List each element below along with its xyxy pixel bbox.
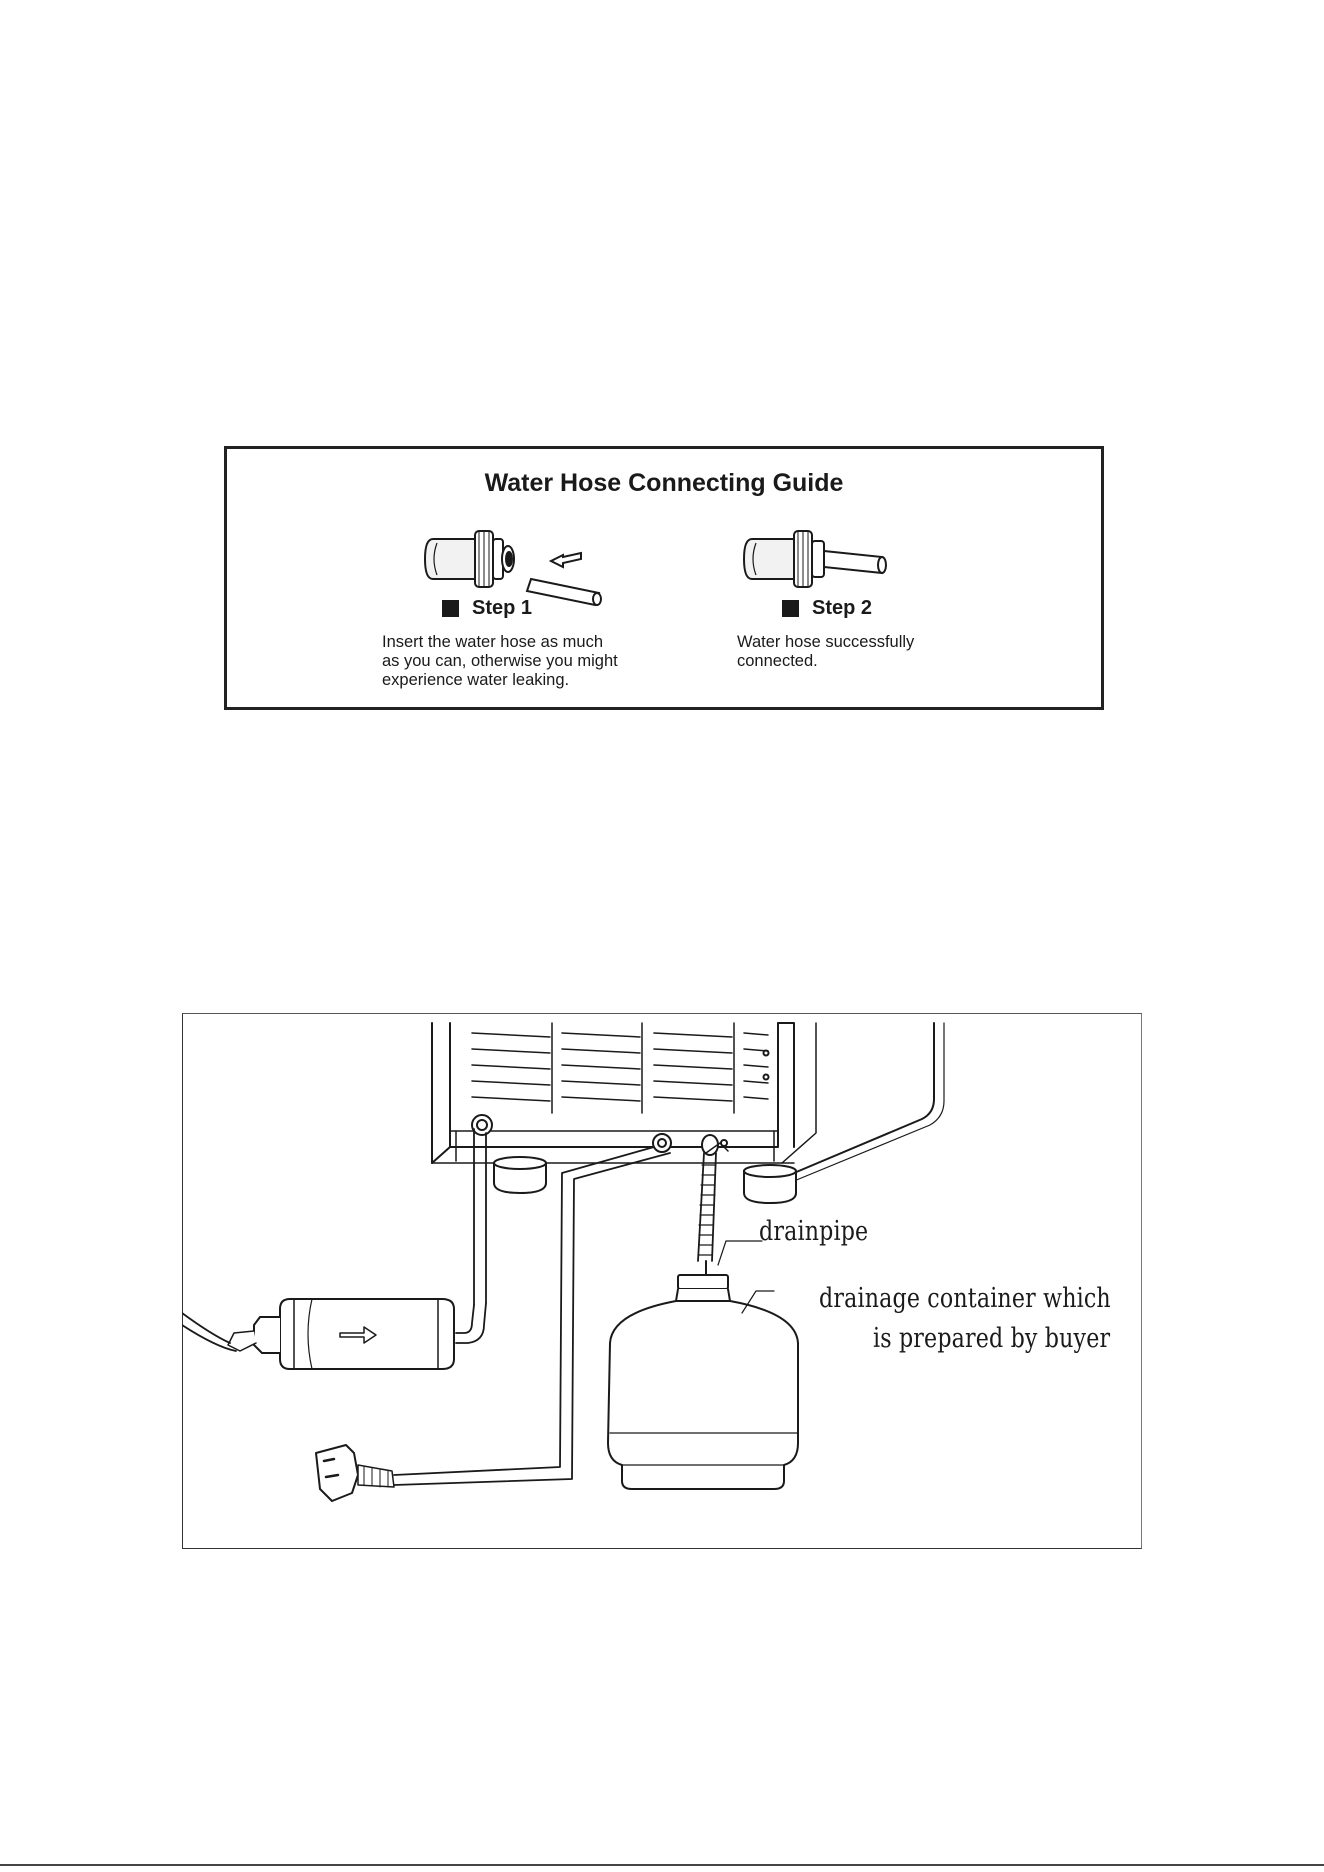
- step2-illustration: [742, 517, 902, 607]
- installation-diagram: [182, 1013, 1142, 1549]
- step2-column: [737, 595, 1037, 671]
- rear-ports: [472, 1115, 727, 1155]
- step1-illustration: [423, 517, 653, 607]
- step1-heading: [442, 595, 712, 621]
- step1-description: Insert the water hose as much as you can, otherwise you might experience water leaking.: [382, 633, 618, 689]
- container-label-line1: drainage container which: [819, 1283, 1111, 1314]
- water-hose-guide-box: [224, 446, 1104, 710]
- step2-label: Step 2: [812, 596, 873, 619]
- appliance-feet: [494, 1157, 796, 1203]
- step2-bullet-square: [782, 600, 799, 617]
- page-bottom-rule: [0, 1864, 1324, 1866]
- water-filter: [228, 1299, 454, 1369]
- drainage-container: [608, 1261, 798, 1489]
- guide-title: Water Hose Connecting Guide: [484, 469, 844, 497]
- container-label-line2: is prepared by buyer: [873, 1323, 1111, 1354]
- step1-bullet-square: [442, 600, 459, 617]
- step2-heading: [782, 595, 1037, 621]
- step1-column: [382, 595, 712, 690]
- step2-description: Water hose successfully connected.: [737, 633, 915, 670]
- drainpipe-label: drainpipe: [759, 1216, 869, 1247]
- power-plug: [316, 1445, 394, 1501]
- step1-label: Step 1: [472, 596, 533, 619]
- drainpipe: [698, 1143, 728, 1261]
